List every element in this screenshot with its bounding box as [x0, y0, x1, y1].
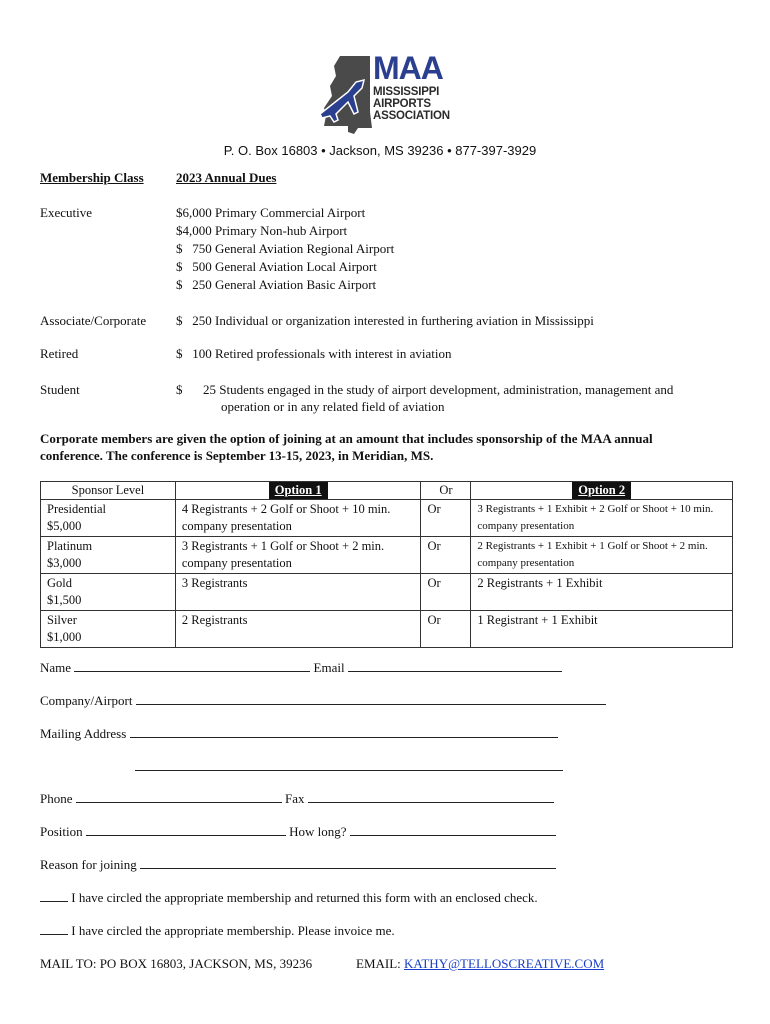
- option-2-cell: 2 Registrants + 1 Exhibit + 1 Golf or Shoot + 2 min. company presentation: [471, 537, 733, 574]
- option-1-cell: 3 Registrants + 1 Golf or Shoot + 2 min. company presentation: [175, 537, 421, 574]
- dues-line: $ 250 General Aviation Basic Airport: [176, 277, 377, 292]
- mailing-row-2: [135, 758, 563, 776]
- logo-line-3: ASSOCIATION: [373, 110, 450, 122]
- table-row: [41, 500, 733, 537]
- table-row: [41, 537, 733, 574]
- email-label: Email: [313, 660, 345, 675]
- reason-row: [40, 856, 556, 874]
- membership-class-heading: Membership Class: [40, 170, 144, 185]
- check-blank-2[interactable]: [40, 922, 68, 935]
- dues-line: $ 750 General Aviation Regional Airport: [176, 241, 395, 256]
- name-field[interactable]: [74, 659, 310, 672]
- or-cell: Or: [421, 574, 471, 611]
- table-header-row: [41, 482, 733, 500]
- dues-dollar: $: [176, 382, 183, 397]
- company-label: Company/Airport: [40, 693, 133, 708]
- check-text-2: I have circled the appropriate membership. Please invoice me.: [71, 923, 395, 938]
- sponsor-level-cell: Presidential $5,000: [41, 500, 176, 537]
- fax-label: Fax: [285, 791, 305, 806]
- phone-field[interactable]: [76, 790, 282, 803]
- email-footer: [356, 955, 604, 973]
- sponsor-level-cell: Gold $1,500: [41, 574, 176, 611]
- dues-line: $ 100 Retired professionals with interest in aviation: [176, 346, 452, 361]
- email-link[interactable]: KATHY@TELLOSCREATIVE.COM: [404, 956, 605, 971]
- header-or: Or: [421, 482, 471, 500]
- email-field[interactable]: [348, 659, 562, 672]
- option-1-cell: 3 Registrants: [175, 574, 421, 611]
- check-row-2: [40, 922, 395, 940]
- option-2-cell: 2 Registrants + 1 Exhibit: [471, 574, 733, 611]
- dues-line: $ 500 General Aviation Local Airport: [176, 259, 377, 274]
- logo-line-2: AIRPORTS: [373, 98, 431, 110]
- table-row: [41, 611, 733, 648]
- header-sponsor-level: Sponsor Level: [41, 482, 176, 500]
- or-cell: Or: [421, 500, 471, 537]
- sponsor-level-cell: Silver $1,000: [41, 611, 176, 648]
- class-student: Student: [40, 382, 80, 397]
- option-2-cell: 1 Registrant + 1 Exhibit: [471, 611, 733, 648]
- company-row: [40, 692, 606, 710]
- maa-logo: [318, 52, 448, 136]
- position-field[interactable]: [86, 823, 286, 836]
- option-1-cell: 2 Registrants: [175, 611, 421, 648]
- phone-label: Phone: [40, 791, 73, 806]
- company-field[interactable]: [136, 692, 606, 705]
- dues-line: $ 250 Individual or organization interested in furthering aviation in Mississippi: [176, 313, 594, 328]
- position-label: Position: [40, 824, 83, 839]
- dues-line: $4,000 Primary Non-hub Airport: [176, 223, 348, 238]
- class-executive: Executive: [40, 205, 92, 220]
- or-cell: Or: [421, 537, 471, 574]
- check-blank-1[interactable]: [40, 889, 68, 902]
- class-associate-corporate: Associate/Corporate: [40, 313, 147, 328]
- fax-field[interactable]: [308, 790, 554, 803]
- reason-label: Reason for joining: [40, 857, 137, 872]
- dues-line: operation or in any related field of aviation: [221, 399, 445, 414]
- how-long-label: How long?: [289, 824, 347, 839]
- dues-line: $6,000 Primary Commercial Airport: [176, 205, 366, 220]
- reason-field[interactable]: [140, 856, 556, 869]
- name-row: [40, 659, 562, 677]
- sponsor-level-cell: Platinum $3,000: [41, 537, 176, 574]
- or-cell: Or: [421, 611, 471, 648]
- mailing-field-2[interactable]: [135, 758, 563, 771]
- header-option-2: Option 2: [471, 482, 733, 500]
- mail-to: MAIL TO: PO BOX 16803, JACKSON, MS, 39236: [40, 956, 313, 971]
- mailing-field[interactable]: [130, 725, 558, 738]
- email-footer-label: EMAIL:: [356, 956, 401, 971]
- corporate-note-line-1: Corporate members are given the option of joining at an amount that includes sponsorship of the MAA annual: [40, 431, 653, 446]
- header-option-1: Option 1: [175, 482, 421, 500]
- check-text-1: I have circled the appropriate membership and returned this form with an enclosed check.: [71, 890, 538, 905]
- mississippi-state-plane-icon: [318, 52, 374, 136]
- mailing-label: Mailing Address: [40, 726, 127, 741]
- option-1-cell: 4 Registrants + 2 Golf or Shoot + 10 min. company presentation: [175, 500, 421, 537]
- sponsor-table: [40, 481, 733, 648]
- option-2-cell: 3 Registrants + 1 Exhibit + 2 Golf or Shoot + 10 min. company presentation: [471, 500, 733, 537]
- corporate-note-line-2: conference. The conference is September 13-15, 2023, in Meridian, MS.: [40, 448, 434, 463]
- annual-dues-heading: 2023 Annual Dues: [176, 170, 277, 185]
- phone-row: [40, 790, 554, 808]
- how-long-field[interactable]: [350, 823, 556, 836]
- mailing-row: [40, 725, 558, 743]
- table-row: [41, 574, 733, 611]
- name-label: Name: [40, 660, 72, 675]
- check-row-1: [40, 889, 538, 907]
- address-line: P. O. Box 16803 • Jackson, MS 39236 • 877-397-3929: [223, 143, 537, 158]
- class-retired: Retired: [40, 346, 79, 361]
- position-row: [40, 823, 556, 841]
- logo-abbr: MAA: [373, 50, 443, 86]
- logo-line-1: MISSISSIPPI: [373, 86, 440, 98]
- dues-line: 25 Students engaged in the study of airport development, administration, management and: [203, 382, 674, 397]
